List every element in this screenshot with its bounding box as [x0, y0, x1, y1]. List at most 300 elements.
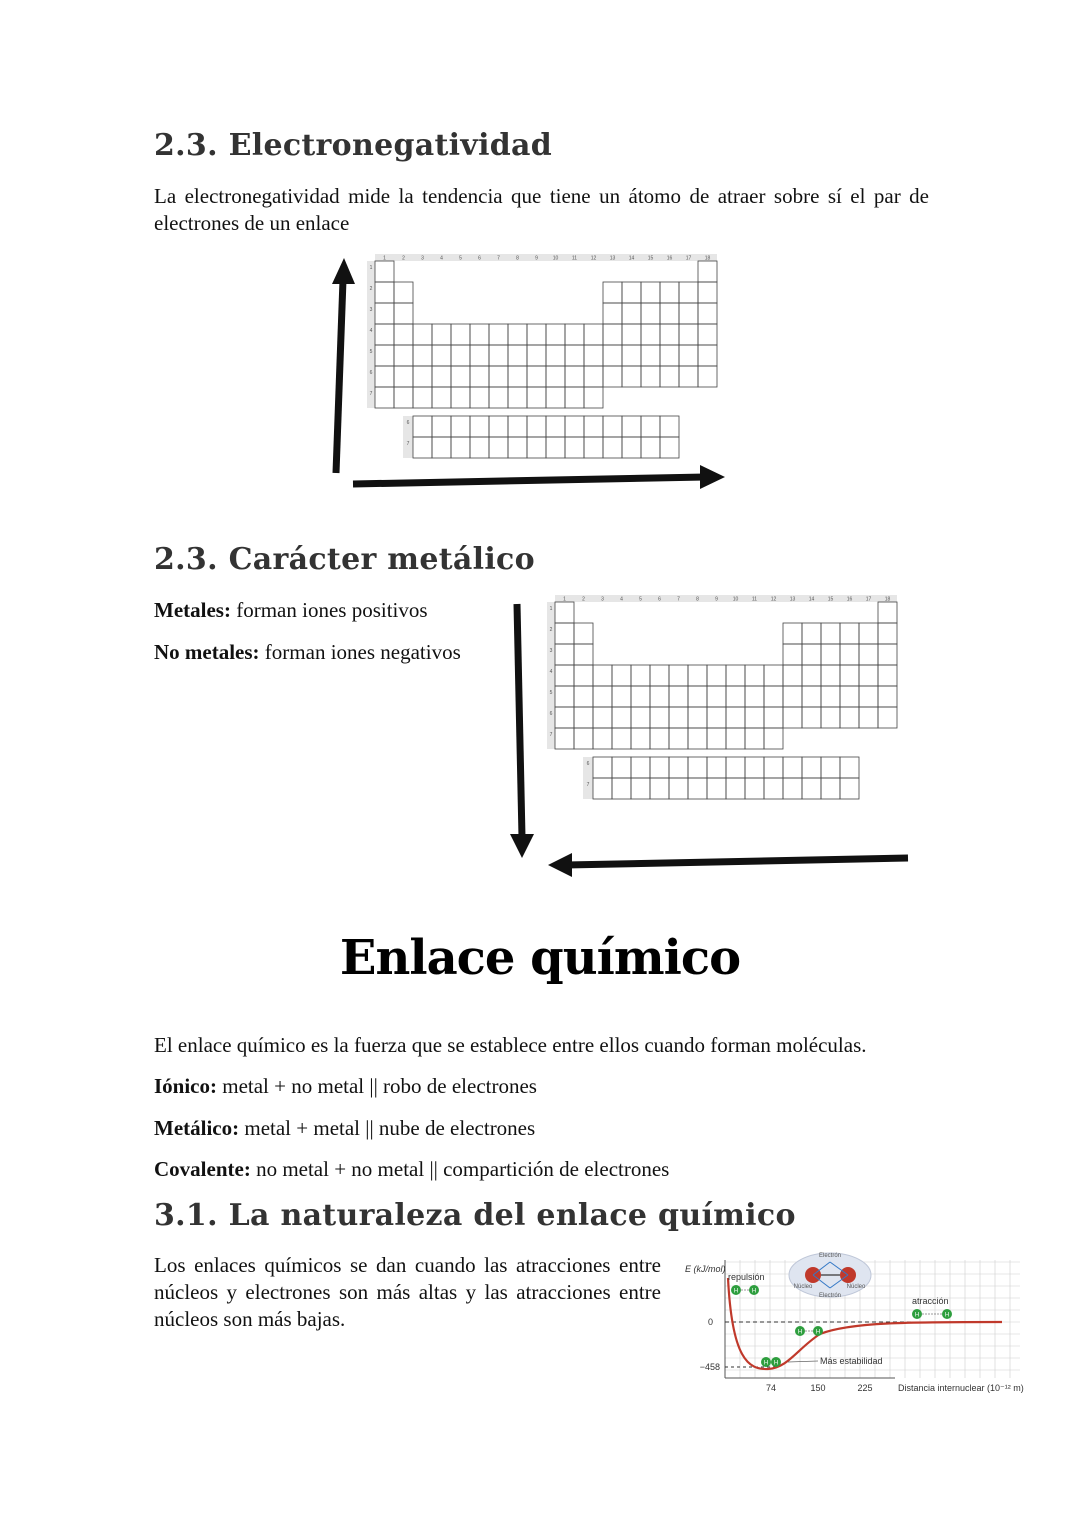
group-label: 5 — [639, 596, 642, 603]
element-cell — [688, 778, 707, 799]
atom-label: H — [763, 1360, 769, 1367]
element-cell — [840, 686, 859, 707]
element-cell — [821, 757, 840, 778]
element-cell — [546, 345, 565, 366]
period-label: 5 — [549, 690, 553, 696]
enlace-intro: El enlace químico es la fuerza que se establece entre ellos cuando forman moléculas. — [154, 1033, 867, 1057]
element-cell — [574, 728, 593, 749]
element-cell — [707, 665, 726, 686]
period-label: 1 — [369, 265, 373, 271]
element-cell — [394, 345, 413, 366]
element-cell — [413, 416, 432, 437]
element-cell — [555, 686, 574, 707]
atom-label: H — [733, 1288, 739, 1295]
element-cell — [878, 665, 897, 686]
element-cell — [745, 686, 764, 707]
element-cell — [698, 261, 717, 282]
group-label: 6 — [478, 255, 481, 262]
period-label: 4 — [549, 669, 553, 675]
element-cell — [669, 686, 688, 707]
element-cell — [726, 757, 745, 778]
element-cell — [527, 416, 546, 437]
element-cell — [698, 303, 717, 324]
element-cell — [574, 686, 593, 707]
element-cell — [622, 366, 641, 387]
element-cell — [650, 757, 669, 778]
periodic-table-metallic — [500, 592, 920, 882]
element-cell — [375, 387, 394, 408]
element-cell — [821, 778, 840, 799]
element-cell — [660, 366, 679, 387]
element-cell — [745, 778, 764, 799]
type-text: metal + no metal || robo de electrones — [217, 1074, 537, 1098]
period-label: 4 — [369, 328, 373, 334]
element-cell — [546, 437, 565, 458]
element-cell — [612, 665, 631, 686]
electron-top-label: Electrón — [818, 1253, 842, 1259]
element-cell — [603, 324, 622, 345]
element-cell — [641, 437, 660, 458]
element-cell — [669, 778, 688, 799]
period-label: 5 — [369, 349, 373, 355]
element-cell — [660, 345, 679, 366]
element-cell — [631, 728, 650, 749]
period-label: 3 — [369, 307, 373, 313]
element-cell — [840, 778, 859, 799]
element-cell — [688, 665, 707, 686]
group-label: 15 — [647, 255, 654, 262]
element-cell — [593, 707, 612, 728]
nometales-label: No metales: — [154, 640, 260, 664]
atom-label: H — [797, 1329, 803, 1336]
element-cell — [546, 366, 565, 387]
element-cell — [859, 686, 878, 707]
element-cell — [375, 366, 394, 387]
element-cell — [432, 324, 451, 345]
element-cell — [821, 623, 840, 644]
element-cell — [413, 366, 432, 387]
element-cell — [546, 416, 565, 437]
element-cell — [764, 757, 783, 778]
naturaleza-text: Los enlaces químicos se dan cuando las atracciones entre núcleos y electrones son más altas y las atracciones entre núcleos son más bajas. — [154, 1253, 661, 1331]
group-label: 4 — [440, 255, 443, 262]
element-cell — [726, 686, 745, 707]
x-tick-label: 150 — [810, 1383, 826, 1393]
group-label: 10 — [732, 596, 739, 603]
atom-label: H — [773, 1360, 779, 1367]
element-cell — [565, 437, 584, 458]
element-cell — [546, 387, 565, 408]
group-label: 9 — [535, 255, 538, 262]
arrow-down-line — [517, 604, 522, 837]
element-cell — [802, 665, 821, 686]
element-cell — [508, 387, 527, 408]
element-cell — [764, 686, 783, 707]
element-cell — [527, 387, 546, 408]
element-cell — [631, 707, 650, 728]
group-label: 7 — [497, 255, 500, 262]
element-cell — [603, 345, 622, 366]
arrow-left-head — [548, 853, 572, 877]
group-label: 8 — [696, 596, 699, 603]
enlace-type-covalente — [154, 1156, 669, 1182]
element-cell — [470, 437, 489, 458]
element-cell — [660, 282, 679, 303]
element-cell — [679, 366, 698, 387]
group-label: 15 — [827, 596, 834, 603]
period-label: 6 — [369, 370, 373, 376]
period-label-band — [547, 602, 555, 749]
group-label: 2 — [582, 596, 585, 603]
element-cell — [698, 345, 717, 366]
element-cell — [470, 324, 489, 345]
element-cell — [821, 686, 840, 707]
element-cell — [650, 778, 669, 799]
element-cell — [432, 416, 451, 437]
element-cell — [394, 324, 413, 345]
group-header-band — [555, 595, 897, 602]
element-cell — [783, 707, 802, 728]
type-label: Metálico: — [154, 1116, 240, 1140]
group-label: 16 — [666, 255, 673, 262]
element-cell — [612, 778, 631, 799]
element-cell — [451, 416, 470, 437]
element-cell — [565, 416, 584, 437]
heading-caracter-metalico: 2.3. Carácter metálico — [154, 542, 535, 577]
element-cell — [726, 728, 745, 749]
atom-label: H — [751, 1288, 757, 1295]
element-cell — [375, 261, 394, 282]
element-cell — [584, 366, 603, 387]
element-cell — [622, 437, 641, 458]
element-cell — [650, 686, 669, 707]
element-cell — [593, 757, 612, 778]
element-cell — [375, 282, 394, 303]
element-cell — [802, 757, 821, 778]
element-cell — [622, 416, 641, 437]
element-cell — [432, 437, 451, 458]
element-cell — [650, 665, 669, 686]
element-cell — [394, 366, 413, 387]
group-label: 6 — [658, 596, 661, 603]
fblock-label: 6 — [586, 761, 590, 767]
nucleus-left-label: Núcleo — [793, 1284, 813, 1290]
element-cell — [622, 303, 641, 324]
element-cell — [679, 282, 698, 303]
element-cell — [489, 387, 508, 408]
element-cell — [641, 366, 660, 387]
group-label: 17 — [865, 596, 872, 603]
element-cell — [622, 282, 641, 303]
element-cell — [840, 757, 859, 778]
group-label: 14 — [628, 255, 635, 262]
element-cell — [432, 345, 451, 366]
element-cell — [783, 644, 802, 665]
group-header-band — [375, 254, 717, 261]
group-label: 3 — [601, 596, 604, 603]
arrow-up-line — [336, 280, 343, 473]
element-cell — [584, 345, 603, 366]
element-cell — [726, 707, 745, 728]
element-cell — [508, 416, 527, 437]
element-cell — [470, 387, 489, 408]
element-cell — [584, 324, 603, 345]
group-label: 12 — [590, 255, 597, 262]
y-tick-label: 0 — [707, 1317, 713, 1327]
element-cell — [546, 324, 565, 345]
x-tick-label: 74 — [765, 1383, 777, 1393]
heading-naturaleza-enlace: 3.1. La naturaleza del enlace químico — [154, 1198, 796, 1233]
electronegatividad-text: La electronegatividad mide la tendencia que tiene un átomo de atraer sobre sí el par de electrones de un enlace — [154, 184, 929, 235]
element-cell — [641, 324, 660, 345]
element-cell — [802, 623, 821, 644]
repulsion-label: repulsión — [728, 1272, 765, 1282]
enlace-type-metalico — [154, 1115, 535, 1141]
element-cell — [669, 707, 688, 728]
metales-line — [154, 597, 428, 623]
element-cell — [432, 387, 451, 408]
element-cell — [489, 366, 508, 387]
element-cell — [593, 686, 612, 707]
element-cell — [783, 778, 802, 799]
element-cell — [375, 345, 394, 366]
element-cell — [707, 707, 726, 728]
element-cell — [802, 778, 821, 799]
periodic-table-grid — [367, 254, 717, 458]
group-label: 11 — [571, 255, 578, 262]
element-cell — [707, 757, 726, 778]
element-cell — [603, 437, 622, 458]
element-cell — [641, 345, 660, 366]
element-cell — [660, 416, 679, 437]
element-cell — [840, 665, 859, 686]
attraction-label: atracción — [912, 1296, 949, 1306]
stability-label: Más estabilidad — [820, 1356, 883, 1366]
element-cell — [669, 665, 688, 686]
element-cell — [878, 707, 897, 728]
y-tick-label: −458 — [699, 1362, 720, 1372]
element-cell — [593, 728, 612, 749]
element-cell — [878, 623, 897, 644]
group-label: 11 — [751, 596, 758, 603]
element-cell — [574, 665, 593, 686]
element-cell — [375, 324, 394, 345]
element-cell — [641, 416, 660, 437]
atom-label: H — [815, 1329, 821, 1336]
element-cell — [679, 324, 698, 345]
element-cell — [631, 686, 650, 707]
element-cell — [878, 644, 897, 665]
element-cell — [840, 623, 859, 644]
element-cell — [859, 707, 878, 728]
element-cell — [394, 282, 413, 303]
element-cell — [584, 437, 603, 458]
element-cell — [878, 602, 897, 623]
metales-text: forman iones positivos — [230, 598, 428, 622]
element-cell — [641, 282, 660, 303]
group-label: 2 — [402, 255, 405, 262]
element-cell — [451, 387, 470, 408]
group-label: 18 — [704, 255, 711, 262]
element-cell — [745, 707, 764, 728]
element-cell — [612, 686, 631, 707]
element-cell — [508, 345, 527, 366]
element-cell — [584, 416, 603, 437]
element-cell — [508, 324, 527, 345]
atom-label: H — [914, 1312, 920, 1319]
element-cell — [622, 345, 641, 366]
y-axis-label: E (kJ/mol) — [685, 1264, 726, 1274]
fblock-label: 7 — [586, 782, 590, 788]
element-cell — [764, 707, 783, 728]
type-label: Iónico: — [154, 1074, 217, 1098]
element-cell — [650, 728, 669, 749]
arrow-left-line — [566, 858, 908, 865]
group-label: 10 — [552, 255, 559, 262]
element-cell — [726, 778, 745, 799]
element-cell — [603, 303, 622, 324]
element-cell — [688, 728, 707, 749]
element-cell — [688, 686, 707, 707]
element-cell — [555, 644, 574, 665]
group-label: 4 — [620, 596, 623, 603]
element-cell — [669, 728, 688, 749]
enlace-type-ionico — [154, 1073, 537, 1099]
element-cell — [821, 707, 840, 728]
element-cell — [413, 345, 432, 366]
element-cell — [508, 437, 527, 458]
element-cell — [707, 686, 726, 707]
element-cell — [593, 665, 612, 686]
element-cell — [413, 437, 432, 458]
period-label-band — [367, 261, 375, 408]
element-cell — [783, 757, 802, 778]
element-cell — [631, 757, 650, 778]
element-cell — [603, 416, 622, 437]
element-cell — [745, 728, 764, 749]
element-cell — [603, 366, 622, 387]
metales-label: Metales: — [154, 598, 231, 622]
element-cell — [859, 623, 878, 644]
element-cell — [878, 686, 897, 707]
group-label: 18 — [884, 596, 891, 603]
period-label: 2 — [369, 286, 373, 292]
element-cell — [527, 437, 546, 458]
arrow-up-head — [332, 258, 355, 284]
group-label: 5 — [459, 255, 462, 262]
element-cell — [612, 707, 631, 728]
element-cell — [821, 665, 840, 686]
period-label: 1 — [549, 606, 553, 612]
element-cell — [413, 387, 432, 408]
element-cell — [745, 757, 764, 778]
group-label: 8 — [516, 255, 519, 262]
element-cell — [574, 623, 593, 644]
element-cell — [612, 757, 631, 778]
element-cell — [698, 366, 717, 387]
element-cell — [527, 345, 546, 366]
group-label: 9 — [715, 596, 718, 603]
element-cell — [603, 282, 622, 303]
group-label: 12 — [770, 596, 777, 603]
element-cell — [584, 387, 603, 408]
element-cell — [631, 778, 650, 799]
element-cell — [574, 707, 593, 728]
type-text: metal + metal || nube de electrones — [239, 1116, 536, 1140]
element-cell — [489, 324, 508, 345]
energy-distance-chart — [680, 1248, 1025, 1398]
element-cell — [660, 324, 679, 345]
atom-label: H — [944, 1312, 950, 1319]
element-cell — [565, 366, 584, 387]
arrow-right-head — [700, 465, 725, 489]
period-label: 6 — [549, 711, 553, 717]
type-text: no metal + no metal || compartición de electrones — [250, 1157, 670, 1181]
element-cell — [555, 728, 574, 749]
element-cell — [698, 282, 717, 303]
element-cell — [840, 644, 859, 665]
element-cell — [859, 644, 878, 665]
element-cell — [565, 387, 584, 408]
group-label: 13 — [789, 596, 796, 603]
element-cell — [622, 324, 641, 345]
element-cell — [698, 324, 717, 345]
element-cell — [650, 707, 669, 728]
x-axis-label: Distancia internuclear (10⁻¹² m) — [898, 1383, 1024, 1393]
element-cell — [660, 437, 679, 458]
element-cell — [555, 665, 574, 686]
heading-electronegatividad: 2.3. Electronegatividad — [154, 128, 553, 163]
element-cell — [783, 665, 802, 686]
group-label: 1 — [563, 596, 566, 603]
period-label: 7 — [549, 732, 553, 738]
element-cell — [375, 303, 394, 324]
element-cell — [726, 665, 745, 686]
periodic-table-electronegativity — [320, 248, 740, 498]
element-cell — [489, 416, 508, 437]
arrow-down-head — [510, 834, 534, 858]
element-cell — [688, 707, 707, 728]
nometales-line — [154, 639, 461, 665]
element-cell — [764, 665, 783, 686]
element-cell — [679, 303, 698, 324]
group-label: 14 — [808, 596, 815, 603]
element-cell — [593, 778, 612, 799]
element-cell — [688, 757, 707, 778]
period-label: 2 — [549, 627, 553, 633]
fblock-label: 7 — [406, 441, 410, 447]
page-title-enlace-quimico: Enlace químico — [339, 930, 741, 986]
element-cell — [451, 366, 470, 387]
element-cell — [802, 644, 821, 665]
element-cell — [679, 345, 698, 366]
electron-bottom-label: Electrón — [818, 1293, 842, 1299]
nometales-text: forman iones negativos — [259, 640, 461, 664]
element-cell — [489, 345, 508, 366]
element-cell — [489, 437, 508, 458]
element-cell — [707, 728, 726, 749]
element-cell — [840, 707, 859, 728]
element-cell — [565, 345, 584, 366]
group-label: 7 — [677, 596, 680, 603]
element-cell — [527, 366, 546, 387]
nucleus-right-label: Núcleo — [846, 1284, 866, 1290]
group-label: 16 — [846, 596, 853, 603]
element-cell — [783, 623, 802, 644]
element-cell — [783, 686, 802, 707]
element-cell — [764, 728, 783, 749]
group-label: 3 — [421, 255, 424, 262]
